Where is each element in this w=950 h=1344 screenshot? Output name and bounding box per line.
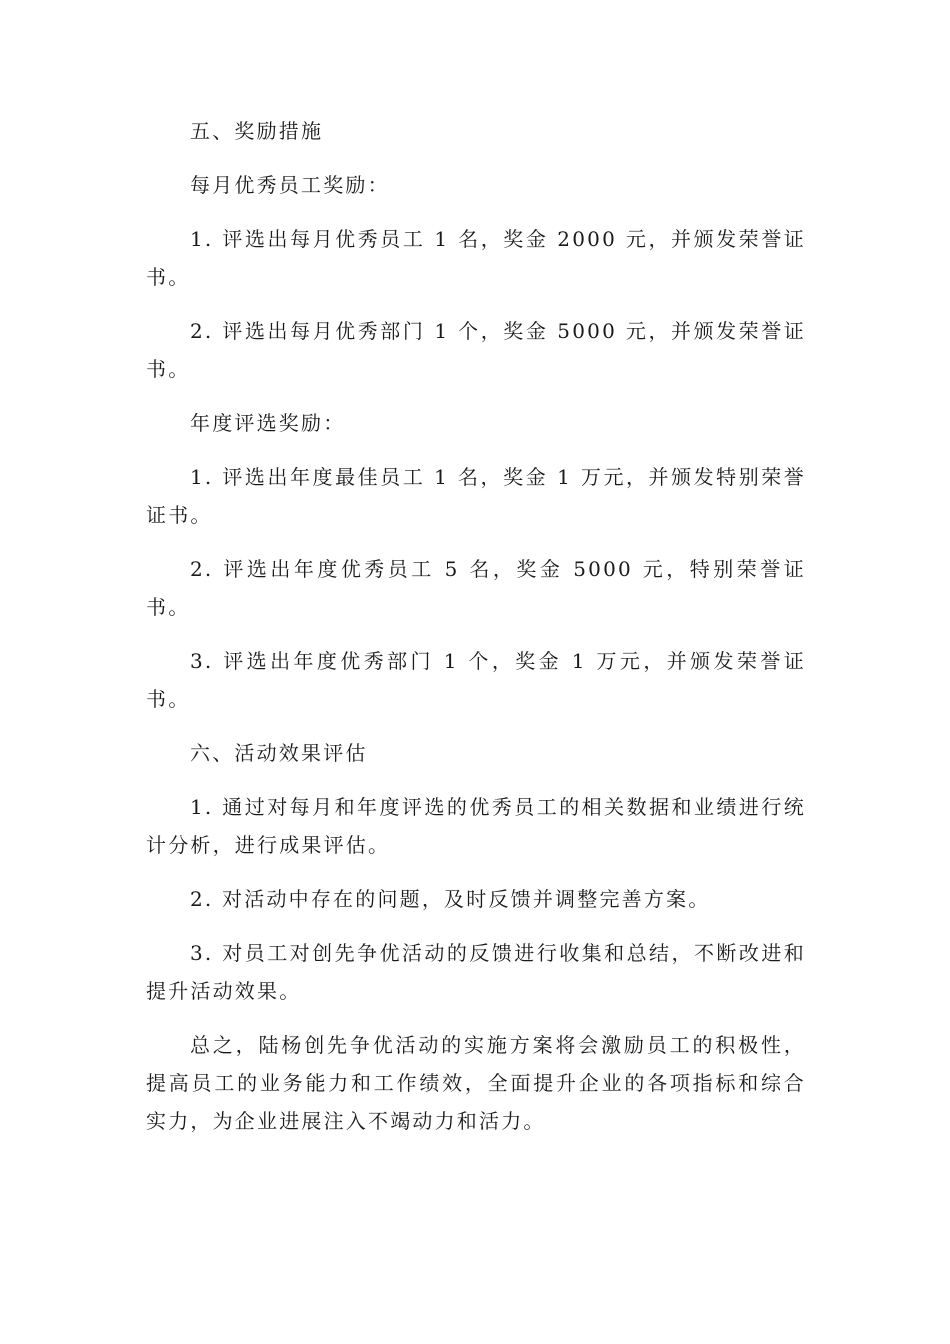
list-item: 1. 通过对每月和年度评选的优秀员工的相关数据和业绩进行统计分析，进行成果评估。: [146, 795, 806, 857]
section-heading-evaluation: 六、活动效果评估: [190, 741, 368, 765]
list-item: 3. 评选出年度优秀部门 1 个，奖金 1 万元，并颁发荣誉证书。: [146, 649, 806, 711]
list-item: 3. 对员工对创先争优活动的反馈进行收集和总结，不断改进和提升活动效果。: [146, 941, 806, 1003]
document-body: [146, 112, 806, 1156]
list-item: 2. 评选出年度优秀员工 5 名，奖金 5000 元，特别荣誉证书。: [146, 557, 806, 619]
list-item: 2. 评选出每月优秀部门 1 个，奖金 5000 元，并颁发荣誉证书。: [146, 319, 806, 381]
conclusion-paragraph: 总之，陆杨创先争优活动的实施方案将会激励员工的积极性，提高员工的业务能力和工作绩效，全面提升企业的各项指标和综合实力，为企业进展注入不竭动力和活力。: [146, 1033, 806, 1133]
list-item: 1. 评选出年度最佳员工 1 名，奖金 1 万元，并颁发特别荣誉证书。: [146, 465, 806, 527]
section-heading-rewards: 五、奖励措施: [190, 119, 324, 143]
subheading-monthly-rewards: 每月优秀员工奖励：: [190, 173, 390, 197]
list-item: 1. 评选出每月优秀员工 1 名，奖金 2000 元，并颁发荣誉证书。: [146, 227, 806, 289]
subheading-annual-rewards: 年度评选奖励：: [190, 411, 346, 435]
list-item: 2. 对活动中存在的问题，及时反馈并调整完善方案。: [190, 887, 711, 911]
